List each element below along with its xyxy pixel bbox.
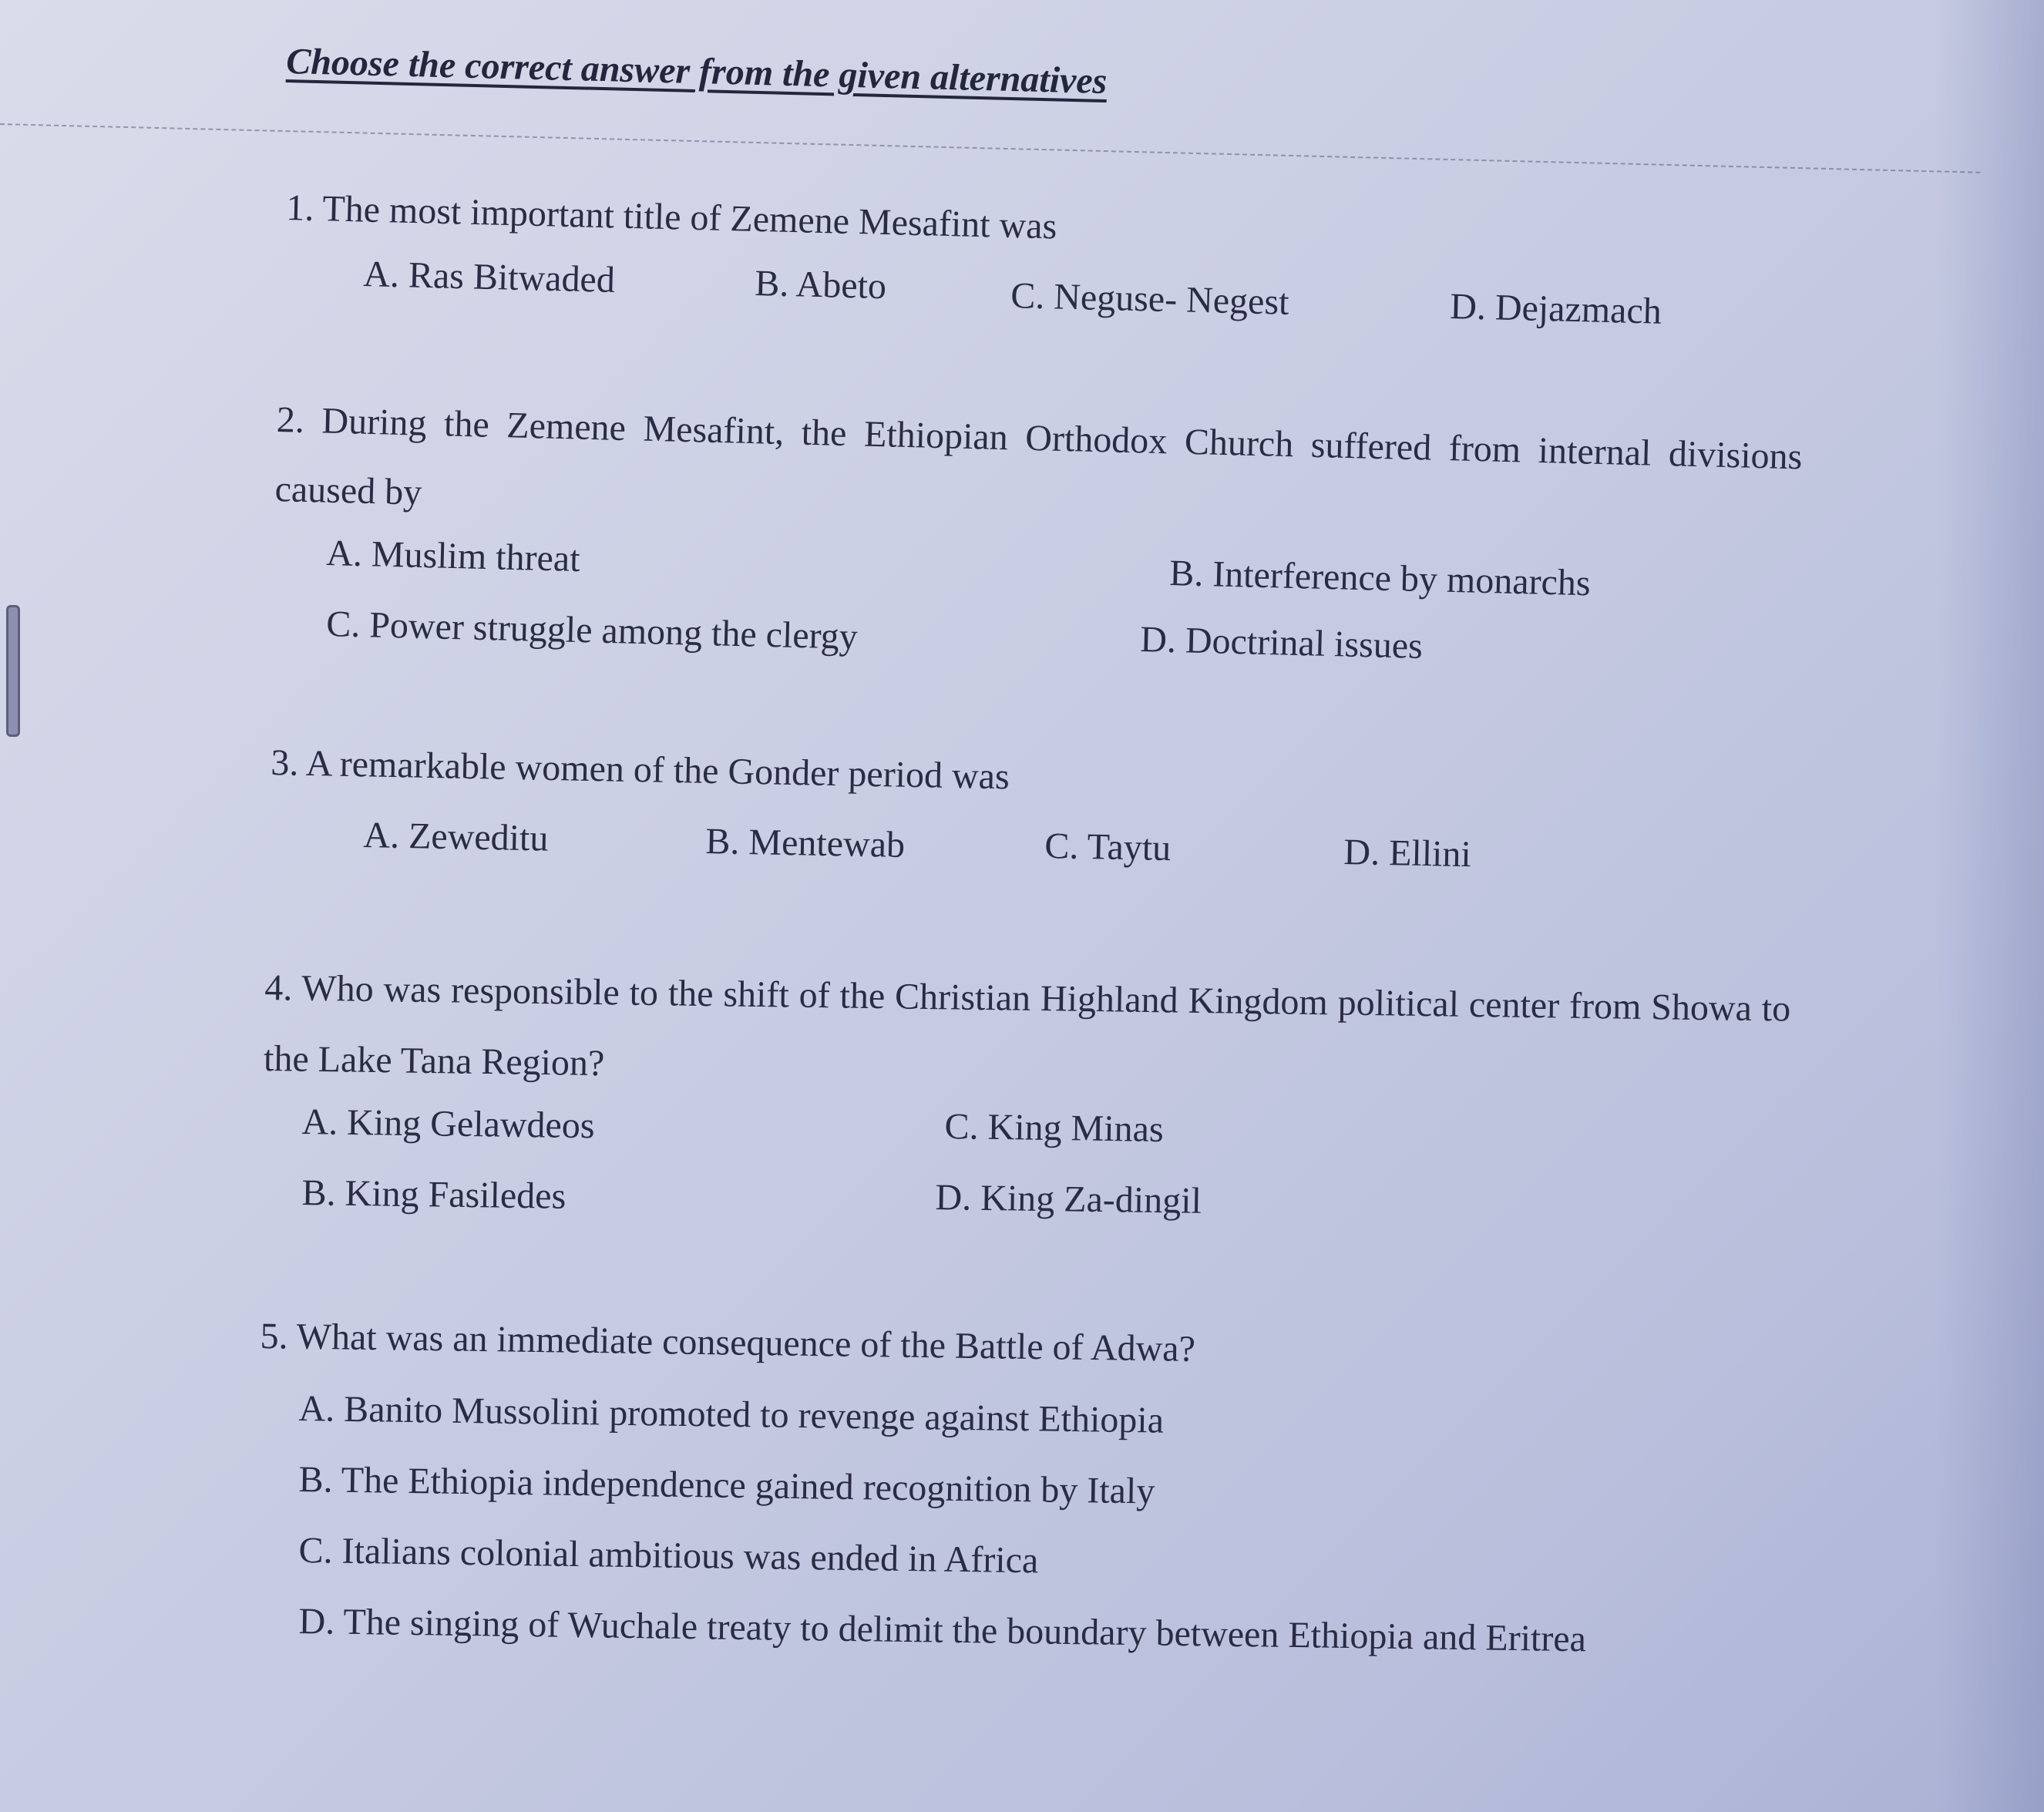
question-1-option-b[interactable]: B. Abeto: [754, 262, 887, 308]
question-4-text: 4. Who was responsible to the shift of the Christian Highland Kingdom political center from Showa to the Lake Tana Region?: [263, 967, 1791, 1084]
question-3-option-c[interactable]: C. Taytu: [1044, 825, 1172, 869]
instructions-heading: Choose the correct answer from the given alternatives: [285, 40, 1108, 103]
question-5-option-d[interactable]: D. The singing of Wuchale treaty to delimit the boundary between Ethiopia and Eritrea: [298, 1601, 1587, 1660]
question-1-option-d[interactable]: D. Dejazmach: [1449, 285, 1662, 332]
question-5-text: 5. What was an immediate consequence of the Battle of Adwa?: [260, 1315, 1196, 1370]
question-3-option-b[interactable]: B. Mentewab: [704, 820, 906, 866]
question-4-option-a[interactable]: A. King Gelawdeos: [301, 1101, 595, 1147]
question-4-option-c[interactable]: C. King Minas: [944, 1105, 1164, 1150]
dashed-divider-line: [0, 123, 1980, 173]
page-edge-shadow: [1936, 0, 2044, 1812]
question-5-option-b[interactable]: B. The Ethiopia independence gained recognition by Italy: [298, 1458, 1155, 1512]
question-1-option-c[interactable]: C. Neguse- Negest: [1010, 274, 1290, 323]
question-2-option-d[interactable]: D. Doctrinal issues: [1139, 618, 1424, 667]
question-5-option-c[interactable]: C. Italians colonial ambitious was ended in Africa: [298, 1529, 1039, 1582]
question-2-option-c[interactable]: C. Power struggle among the clergy: [325, 603, 859, 657]
question-4-option-b[interactable]: B. King Fasiledes: [301, 1172, 566, 1217]
question-2-text: 2. During the Zemene Mesafint, the Ethiopian Orthodox Church suffered from internal divisions caused by: [274, 398, 1803, 513]
question-2-option-a[interactable]: A. Muslim threat: [325, 532, 581, 580]
binder-clip-mark: [6, 605, 20, 737]
question-3-text: 3. A remarkable women of the Gonder period was: [270, 741, 1010, 798]
question-2-option-b[interactable]: B. Interference by monarchs: [1168, 552, 1592, 604]
question-4-option-d[interactable]: D. King Za-dingil: [935, 1176, 1202, 1222]
question-5-option-a[interactable]: A. Banito Mussolini promoted to revenge against Ethiopia: [298, 1387, 1165, 1441]
question-3-option-d[interactable]: D. Ellini: [1343, 831, 1472, 876]
question-3-option-a[interactable]: A. Zeweditu: [362, 814, 549, 859]
question-1-text: 1. The most important title of Zemene Mesafint was: [285, 187, 1057, 247]
question-1-option-a[interactable]: A. Ras Bitwaded: [362, 253, 616, 301]
